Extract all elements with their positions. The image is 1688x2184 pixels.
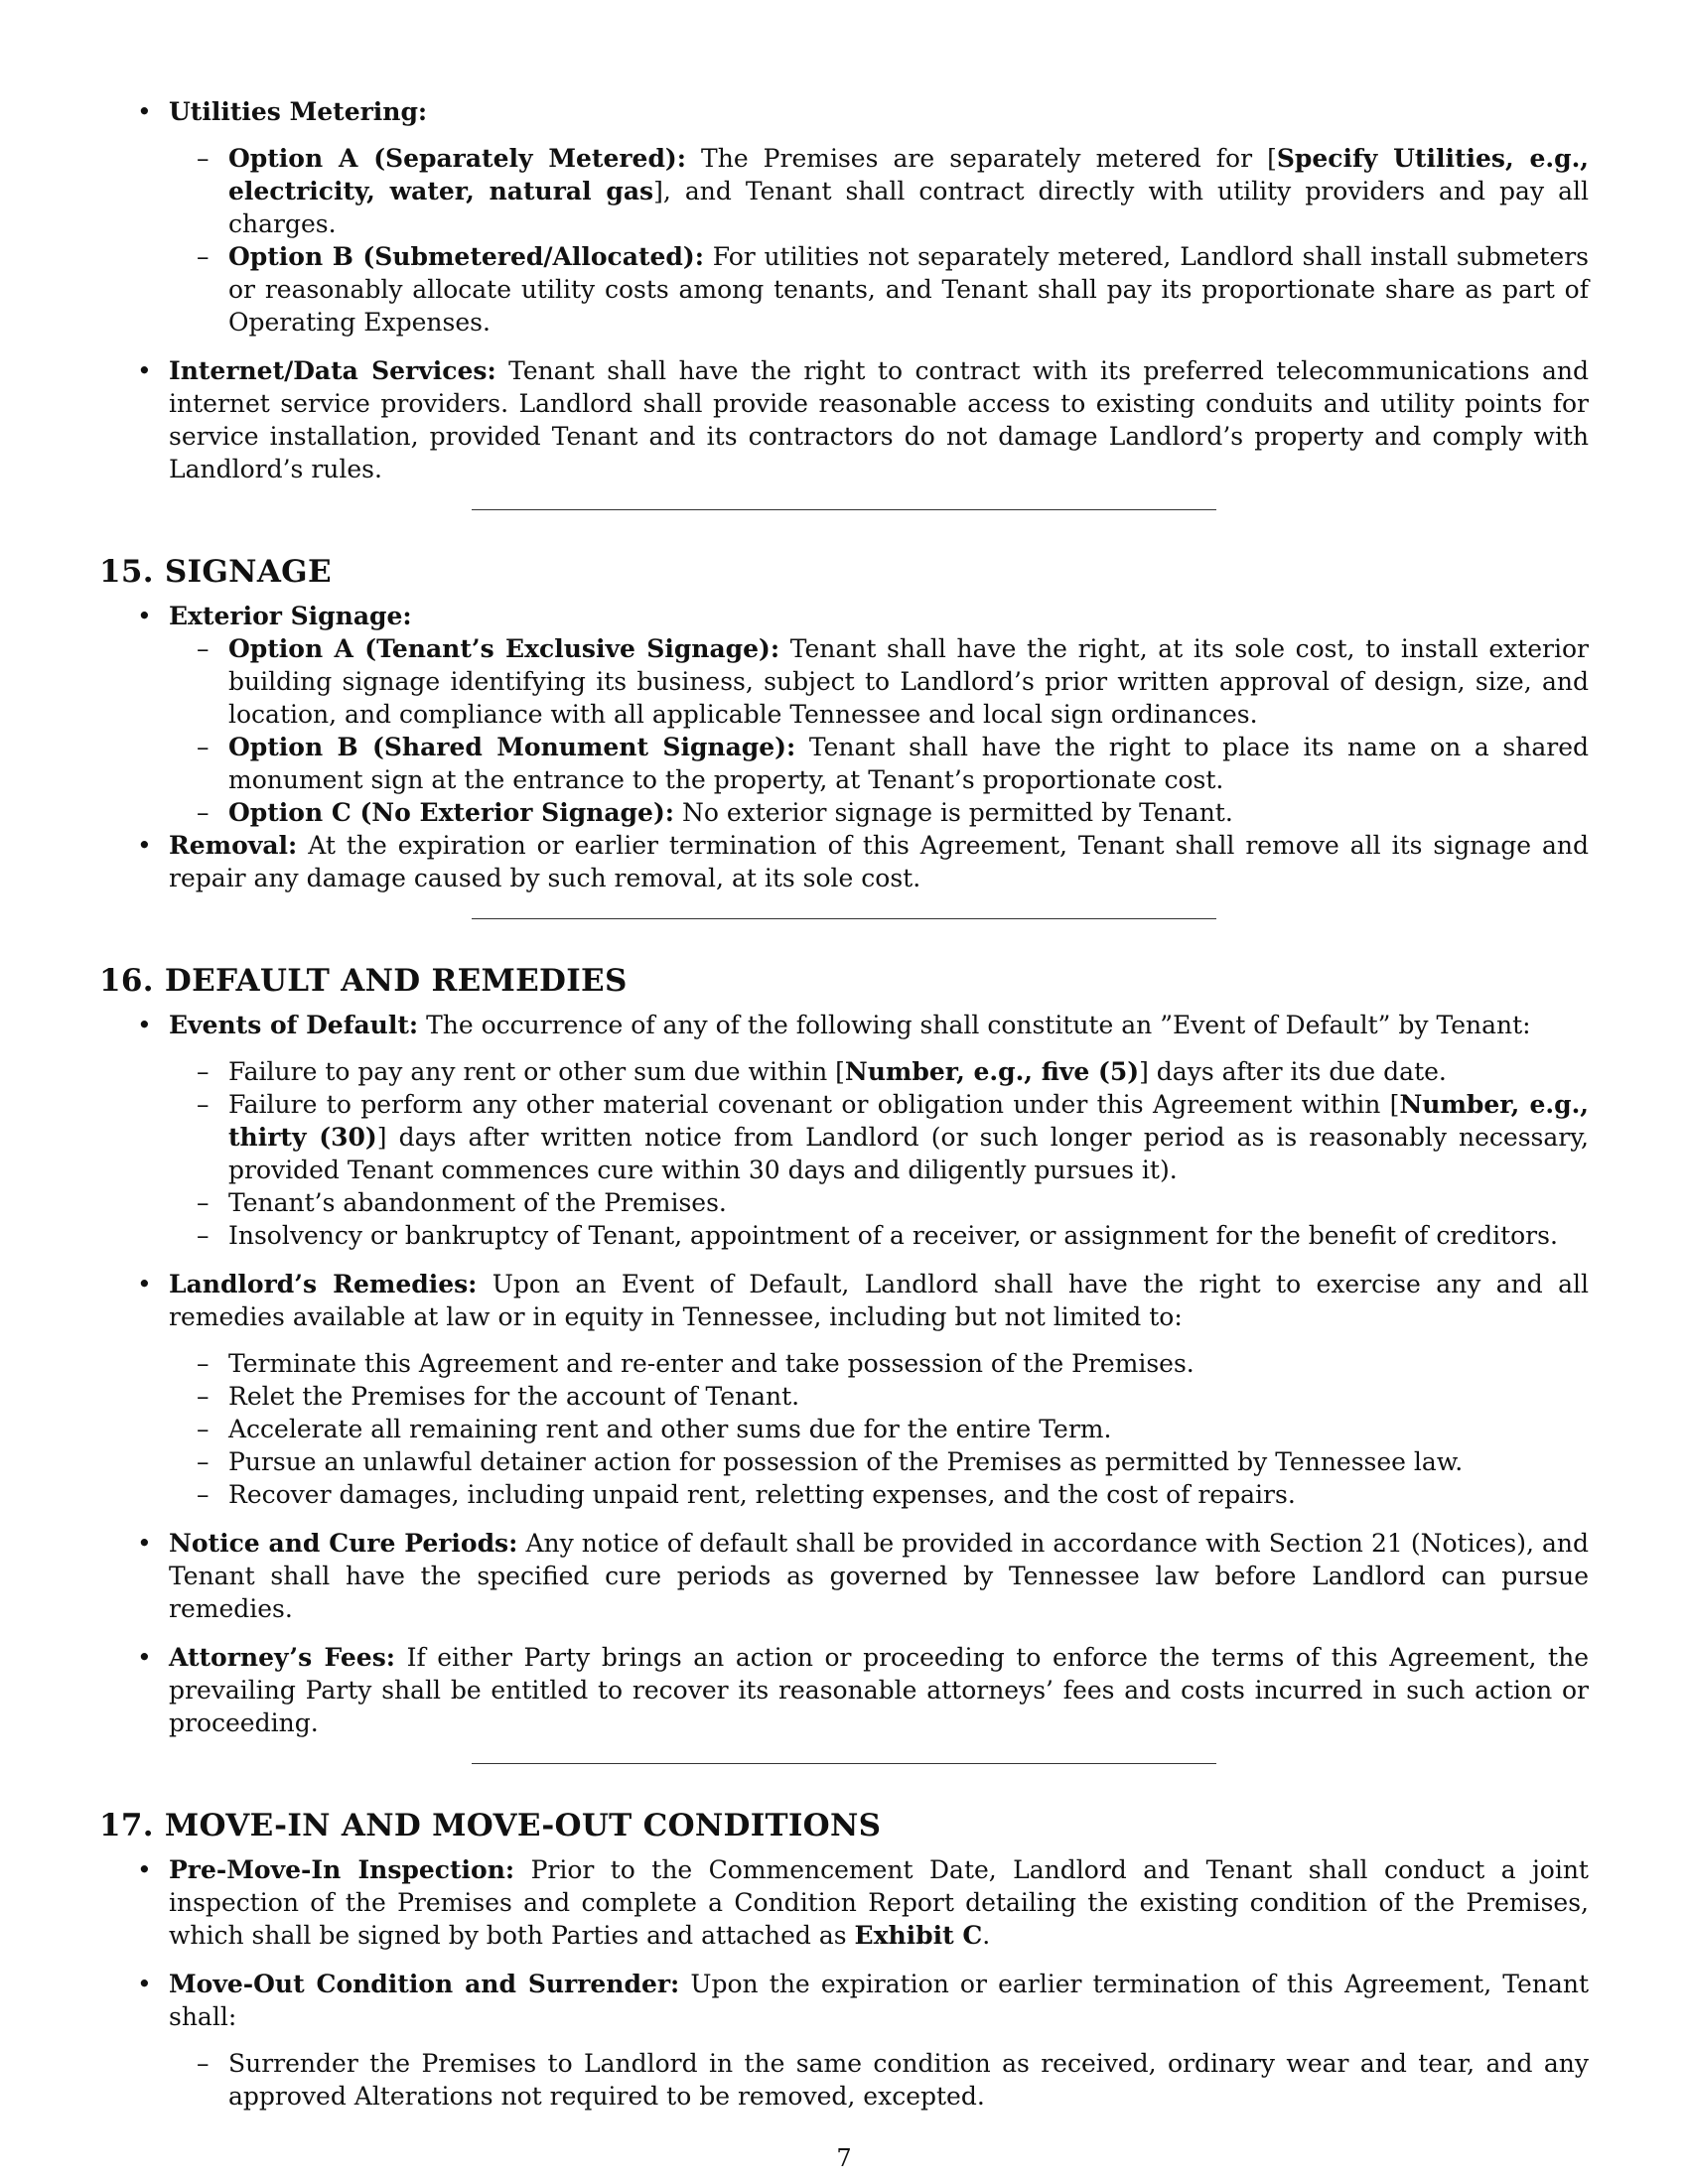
- utilities-option-a: – Option A (Separately Metered): The Premises are separately metered for [Specify Utilities, e.g., electricity, water, natural gas], and Tenant shall contract directly with utility providers and pay all charges.: [169, 142, 1589, 240]
- utilities-options: [169, 142, 1589, 339]
- section14-list: [99, 95, 1589, 485]
- section15-heading: 15. SIGNAGE: [99, 554, 332, 590]
- event-item: – Insolvency or bankruptcy of Tenant, appointment of a receiver, or assignment for the benefit of creditors.: [169, 1219, 1589, 1252]
- landlord-remedies-item: • Landlord’s Remedies: Upon an Event of Default, Landlord shall have the right to exercise any and all remedies available at law or in equity in Tennessee, including but not limited to: – Terminate this Agreement and re-enter and take possession of the Premises. – Relet the Premises for the account of Tenant. – Accelerate all remaining rent and other sums due for the entire Term. – Pursue an unlawful detainer action for possession of the Premises as permitted by Tennessee law. – Recover damages, including unpaid rent, reletting expenses, and the cost of repairs.: [99, 1268, 1589, 1511]
- events-of-default-item: • Events of Default: The occurrence of any of the following shall constitute an ”Event of Default” by Tenant: – Failure to pay any rent or other sum due within [Number, e.g., five (5)] days after its due date. – Failure to perform any other material covenant or obligation under this Agreement within [Number, e.g., thirty (30)] days after written notice from Landlord (or such longer period as is reasonably necessary, provided Tenant commences cure within 30 days and diligently pursues it). – Tenant’s abandonment of the Premises. – Insolvency or bankruptcy of Tenant, appointment of a receiver, or assignment for the benefit of creditors.: [99, 1009, 1589, 1252]
- attorney-fees-item: • Attorney’s Fees: If either Party brings an action or proceeding to enforce the terms of this Agreement, the prevailing Party shall be entitled to recover its reasonable attorneys’ fees and costs incurred in such action or proceeding.: [99, 1641, 1589, 1739]
- exterior-signage-item: • Exterior Signage: – Option A (Tenant’s Exclusive Signage): Tenant shall have the right, at its sole cost, to install exterior building signage identifying its business, subject to Landlord’s prior written approval of design, size, and location, and compliance with all applicable Tennessee and local sign ordinances. – Option B (Shared Monument Signage): Tenant shall have the right to place its name on a shared monument sign at the entrance to the property, at Tenant’s proportionate cost. – Option C (No Exterior Signage): No exterior signage is permitted by Tenant.: [99, 600, 1589, 829]
- section16-list: [99, 1009, 1589, 1739]
- section-divider: [472, 1763, 1216, 1764]
- signage-option-b: – Option B (Shared Monument Signage): Tenant shall have the right to place its name on a shared monument sign at the entrance to the property, at Tenant’s proportionate cost.: [169, 731, 1589, 796]
- events-list: [169, 1055, 1589, 1252]
- utilities-metering-item: [99, 95, 1589, 339]
- document-page: [99, 95, 1589, 2128]
- section17-heading: 17. MOVE-IN AND MOVE-OUT CONDITIONS: [99, 1808, 882, 1843]
- signage-option-c: – Option C (No Exterior Signage): No exterior signage is permitted by Tenant.: [169, 796, 1589, 829]
- page-number: 7: [836, 2144, 852, 2172]
- section16-heading: 16. DEFAULT AND REMEDIES: [99, 963, 628, 999]
- move-out-subitem: – Surrender the Premises to Landlord in the same condition as received, ordinary wear and tear, and any approved Alterations not required to be removed, excepted.: [169, 2047, 1589, 2113]
- remedy-item: – Relet the Premises for the account of Tenant.: [169, 1380, 1589, 1413]
- move-out-item: • Move-Out Condition and Surrender: Upon the expiration or earlier termination of this Agreement, Tenant shall: – Surrender the Premises to Landlord in the same condition as received, ordinary wear and tear, and any approved Alterations not required to be removed, excepted.: [99, 1968, 1589, 2113]
- removal-item: • Removal: At the expiration or earlier termination of this Agreement, Tenant shall remove all its signage and repair any damage caused by such removal, at its sole cost.: [99, 829, 1589, 894]
- notice-cure-item: • Notice and Cure Periods: Any notice of default shall be provided in accordance with Section 21 (Notices), and Tenant shall have the specified cure periods as governed by Tennessee law before Landlord can pursue remedies.: [99, 1527, 1589, 1625]
- remedy-item: – Accelerate all remaining rent and other sums due for the entire Term.: [169, 1413, 1589, 1445]
- remedy-item: – Pursue an unlawful detainer action for possession of the Premises as permitted by Tennessee law.: [169, 1445, 1589, 1478]
- pre-move-in-item: • Pre-Move-In Inspection: Prior to the Commencement Date, Landlord and Tenant shall conduct a joint inspection of the Premises and complete a Condition Report detailing the existing condition of the Premises, which shall be signed by both Parties and attached as Exhibit C.: [99, 1853, 1589, 1952]
- section-divider: [472, 918, 1216, 919]
- move-out-list: [169, 2047, 1589, 2113]
- signage-option-a: – Option A (Tenant’s Exclusive Signage): Tenant shall have the right, at its sole cost, to install exterior building signage identifying its business, subject to Landlord’s prior written approval of design, size, and location, and compliance with all applicable Tennessee and local sign ordinances.: [169, 632, 1589, 731]
- section17-list: [99, 1853, 1589, 2113]
- signage-options: [169, 632, 1589, 829]
- remedy-item: – Recover damages, including unpaid rent, reletting expenses, and the cost of repairs.: [169, 1478, 1589, 1511]
- remedy-item: – Terminate this Agreement and re-enter and take possession of the Premises.: [169, 1347, 1589, 1380]
- event-item: – Failure to pay any rent or other sum due within [Number, e.g., five (5)] days after its due date.: [169, 1055, 1589, 1088]
- section-divider: [472, 509, 1216, 510]
- event-item: – Tenant’s abandonment of the Premises.: [169, 1186, 1589, 1219]
- section15-list: [99, 600, 1589, 894]
- remedies-list: [169, 1347, 1589, 1511]
- internet-item: • Internet/Data Services: Tenant shall have the right to contract with its preferred telecommunications and internet service providers. Landlord shall provide reasonable access to existing conduits and utility points for service installation, provided Tenant and its contractors do not damage Landlord’s property and comply with Landlord’s rules.: [99, 354, 1589, 485]
- event-item: – Failure to perform any other material covenant or obligation under this Agreement within [Number, e.g., thirty (30)] days after written notice from Landlord (or such longer period as is reasonably necessary, provided Tenant commences cure within 30 days and diligently pursues it).: [169, 1088, 1589, 1186]
- utilities-option-b: – Option B (Submetered/Allocated): For utilities not separately metered, Landlord shall install submeters or reasonably allocate utility costs among tenants, and Tenant shall pay its proportionate share as part of Operating Expenses.: [169, 240, 1589, 339]
- utilities-label: Utilities Metering:: [169, 97, 428, 126]
